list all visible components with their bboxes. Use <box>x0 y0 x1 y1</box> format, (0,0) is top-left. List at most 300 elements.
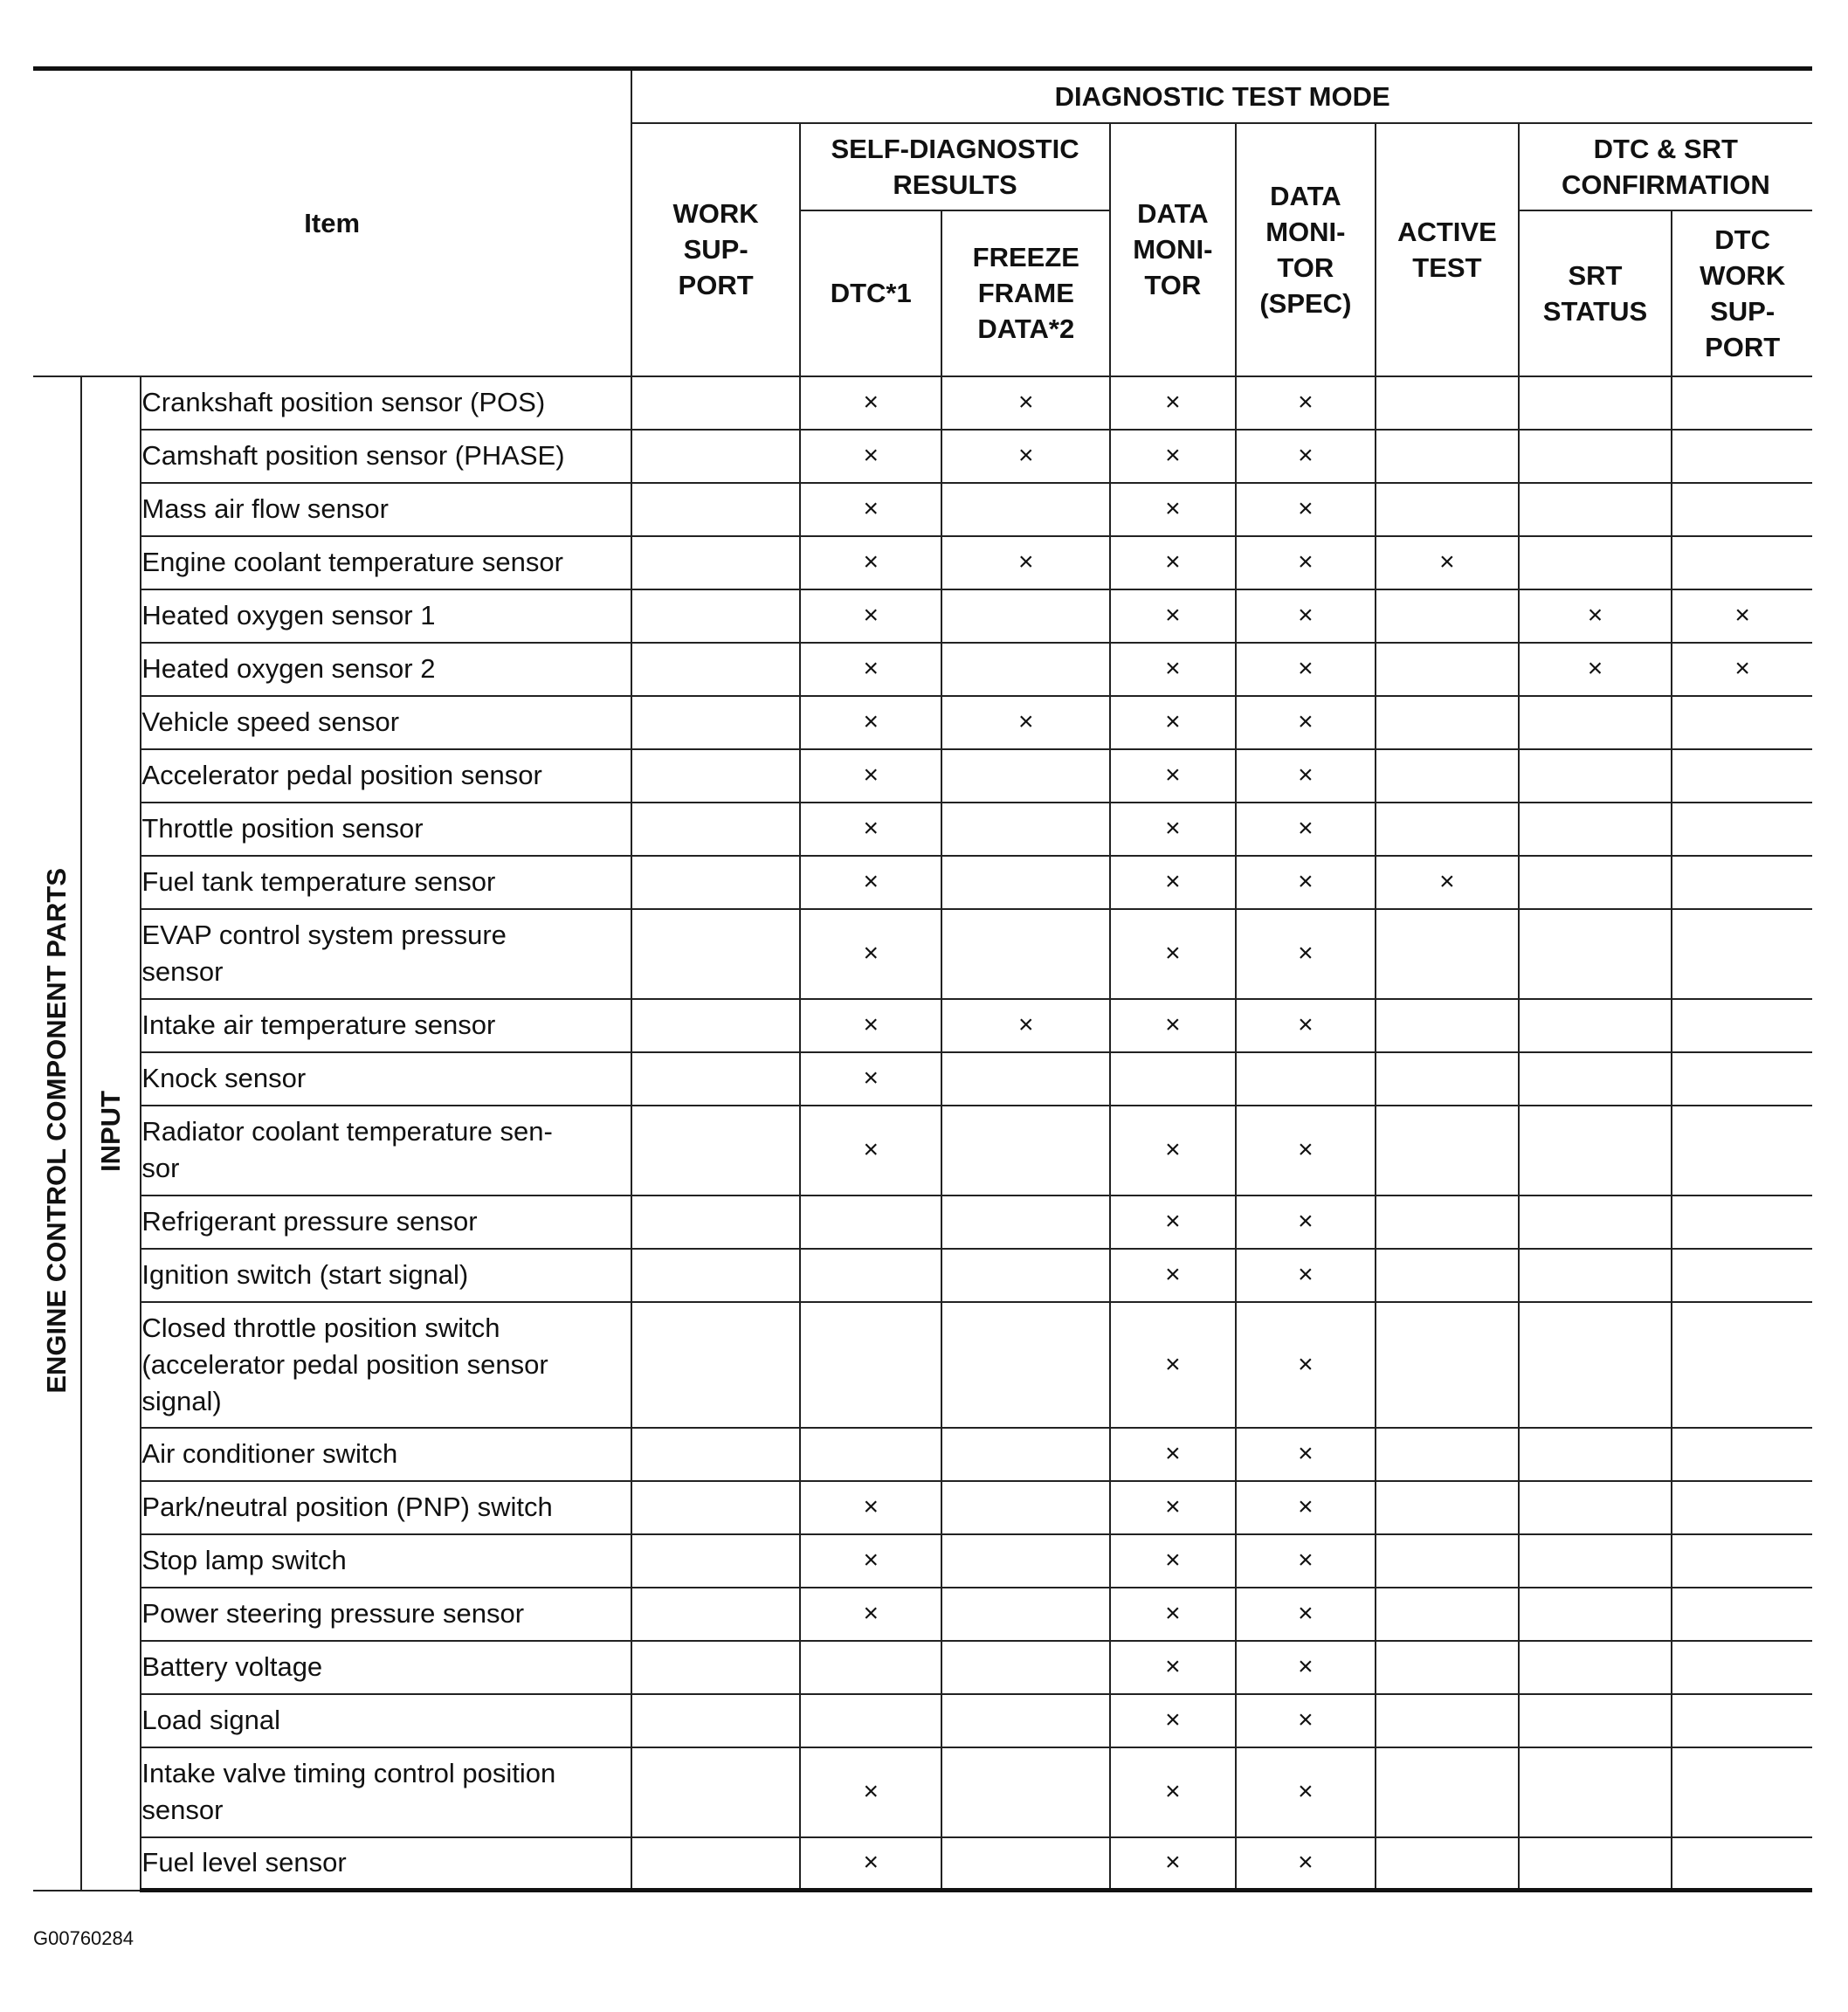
mode-cell <box>800 1302 942 1428</box>
table-row <box>33 643 1812 696</box>
applicable-mark: × <box>863 1135 879 1164</box>
mode-cell <box>1376 1747 1519 1837</box>
mode-cell <box>1672 856 1812 909</box>
mode-cell <box>1376 1302 1519 1428</box>
mode-cell <box>1110 749 1235 803</box>
applicable-mark: × <box>1298 1492 1314 1521</box>
applicable-mark: × <box>1165 1546 1181 1574</box>
mode-cell <box>1519 856 1672 909</box>
applicable-mark: × <box>1298 1652 1314 1681</box>
mode-cell <box>1519 909 1672 999</box>
mode-cell <box>631 1249 800 1302</box>
mode-cell <box>1236 376 1376 430</box>
mode-cell <box>800 856 942 909</box>
mode-cell <box>1236 803 1376 856</box>
mode-cell <box>1236 856 1376 909</box>
mode-cell <box>1672 1641 1812 1694</box>
applicable-mark: × <box>1439 867 1455 896</box>
mode-cell <box>800 430 942 483</box>
subgroup-label-cell <box>81 376 141 1891</box>
mode-cell <box>631 376 800 430</box>
applicable-mark: × <box>1165 441 1181 470</box>
item-name-cell <box>141 856 631 909</box>
item-name-line: Heated oxygen sensor 2 <box>141 653 436 684</box>
mode-cell <box>941 1428 1110 1481</box>
mode-cell <box>1672 803 1812 856</box>
mode-cell <box>1519 1195 1672 1249</box>
item-name-cell <box>141 430 631 483</box>
applicable-mark: × <box>1165 654 1181 683</box>
item-name-line: Heated oxygen sensor 1 <box>141 600 436 630</box>
table-row <box>33 536 1812 589</box>
applicable-mark: × <box>863 388 879 417</box>
mode-cell <box>1376 1106 1519 1195</box>
mode-cell <box>941 1302 1110 1428</box>
mode-cell <box>1672 1195 1812 1249</box>
diagnostic-mode-table <box>33 66 1812 1892</box>
item-name-line: Air conditioner switch <box>141 1438 398 1469</box>
mode-cell <box>631 1106 800 1195</box>
item-name-cell <box>141 1481 631 1534</box>
applicable-mark: × <box>863 1546 879 1574</box>
mode-cell <box>1236 1837 1376 1891</box>
applicable-mark: × <box>1165 867 1181 896</box>
applicable-mark: × <box>1165 1439 1181 1468</box>
applicable-mark: × <box>1298 1777 1314 1806</box>
mode-cell <box>800 999 942 1052</box>
applicable-mark: × <box>1018 707 1034 736</box>
mode-cell <box>1110 1106 1235 1195</box>
table-row <box>33 1106 1812 1195</box>
dtc-work-support-header: DTC WORK SUP- PORT <box>1672 210 1812 376</box>
mode-cell <box>800 1747 942 1837</box>
item-name-line: sensor <box>141 956 224 987</box>
dtc-header: DTC*1 <box>800 210 942 376</box>
mode-cell <box>1236 1534 1376 1588</box>
applicable-mark: × <box>1298 761 1314 789</box>
mode-cell <box>941 536 1110 589</box>
item-name-cell <box>141 1837 631 1891</box>
mode-cell <box>1672 999 1812 1052</box>
item-name-cell <box>141 1052 631 1106</box>
srt-status-header: SRT STATUS <box>1519 210 1672 376</box>
mode-cell <box>941 1052 1110 1106</box>
applicable-mark: × <box>863 654 879 683</box>
data-monitor-spec-header: DATA MONI- TOR (SPEC) <box>1236 123 1376 376</box>
mode-cell <box>1110 1694 1235 1747</box>
table-row <box>33 589 1812 643</box>
applicable-mark: × <box>863 939 879 968</box>
mode-cell <box>800 1249 942 1302</box>
mode-cell <box>1672 1747 1812 1837</box>
item-name-line: (accelerator pedal position sensor <box>141 1348 548 1380</box>
applicable-mark: × <box>863 867 879 896</box>
mode-cell <box>1376 1249 1519 1302</box>
item-name-line: Stop lamp switch <box>141 1545 347 1575</box>
mode-cell <box>1519 1641 1672 1694</box>
table-row <box>33 1428 1812 1481</box>
mode-cell <box>941 696 1110 749</box>
mode-cell <box>941 643 1110 696</box>
mode-cell <box>800 803 942 856</box>
item-name-cell <box>141 1302 631 1428</box>
applicable-mark: × <box>1165 707 1181 736</box>
applicable-mark: × <box>1165 814 1181 843</box>
mode-cell <box>1110 1052 1235 1106</box>
group-label: ENGINE CONTROL COMPONENT PARTS <box>41 868 72 1394</box>
applicable-mark: × <box>1165 1349 1181 1379</box>
mode-cell <box>941 1249 1110 1302</box>
applicable-mark: × <box>1298 1135 1314 1164</box>
item-name-line: sor <box>141 1153 180 1183</box>
table-row <box>33 1052 1812 1106</box>
data-monitor-header: DATA MONI- TOR <box>1110 123 1235 376</box>
mode-cell <box>1236 1106 1376 1195</box>
mode-cell <box>1110 483 1235 536</box>
mode-cell <box>631 803 800 856</box>
mode-cell <box>631 1534 800 1588</box>
applicable-mark: × <box>863 1777 879 1806</box>
mode-cell <box>1672 1837 1812 1891</box>
applicable-mark: × <box>1298 1705 1314 1734</box>
applicable-mark: × <box>1298 1546 1314 1574</box>
mode-cell <box>631 1052 800 1106</box>
table-row <box>33 856 1812 909</box>
table-row <box>33 749 1812 803</box>
applicable-mark: × <box>1165 939 1181 968</box>
mode-cell <box>941 1747 1110 1837</box>
mode-cell <box>631 749 800 803</box>
mode-cell <box>1376 999 1519 1052</box>
table-row <box>33 1837 1812 1891</box>
mode-cell <box>800 643 942 696</box>
mode-cell <box>1110 1588 1235 1641</box>
item-name-cell <box>141 696 631 749</box>
mode-cell <box>1236 1428 1376 1481</box>
mode-cell <box>1110 803 1235 856</box>
mode-cell <box>941 999 1110 1052</box>
applicable-mark: × <box>1439 548 1455 576</box>
item-name-cell <box>141 376 631 430</box>
mode-cell <box>800 1052 942 1106</box>
mode-cell <box>1519 1534 1672 1588</box>
applicable-mark: × <box>1734 601 1750 630</box>
item-name-line: Fuel level sensor <box>141 1847 347 1878</box>
mode-cell <box>1236 589 1376 643</box>
applicable-mark: × <box>863 1848 879 1878</box>
item-name-line: Intake air temperature sensor <box>141 1009 496 1040</box>
applicable-mark: × <box>1587 601 1603 630</box>
mode-cell <box>1519 1428 1672 1481</box>
mode-cell <box>631 696 800 749</box>
freeze-frame-data-header: FREEZE FRAME DATA*2 <box>941 210 1110 376</box>
table-row <box>33 483 1812 536</box>
mode-cell <box>800 749 942 803</box>
mode-cell <box>1376 1195 1519 1249</box>
mode-cell <box>1110 1195 1235 1249</box>
table-row <box>33 1481 1812 1534</box>
applicable-mark: × <box>1018 1010 1034 1039</box>
item-name-cell <box>141 1106 631 1195</box>
applicable-mark: × <box>1298 1349 1314 1379</box>
table-row <box>33 999 1812 1052</box>
item-name-cell <box>141 1249 631 1302</box>
mode-cell <box>941 1534 1110 1588</box>
item-name-cell <box>141 1428 631 1481</box>
mode-cell <box>1376 1588 1519 1641</box>
item-name-cell <box>141 1534 631 1588</box>
mode-cell <box>1519 589 1672 643</box>
mode-cell <box>1672 643 1812 696</box>
applicable-mark: × <box>1734 654 1750 683</box>
applicable-mark: × <box>1165 1599 1181 1628</box>
mode-cell <box>1110 999 1235 1052</box>
diagnostic-test-mode-header: DIAGNOSTIC TEST MODE <box>631 69 1812 123</box>
mode-cell <box>1519 1747 1672 1837</box>
mode-cell <box>1236 696 1376 749</box>
mode-cell <box>1376 803 1519 856</box>
mode-cell <box>941 1106 1110 1195</box>
applicable-mark: × <box>1165 1010 1181 1039</box>
item-name-cell <box>141 1641 631 1694</box>
mode-cell <box>1110 1641 1235 1694</box>
mode-cell <box>800 909 942 999</box>
item-header: Item <box>33 69 631 376</box>
item-name-cell <box>141 1694 631 1747</box>
item-name-cell <box>141 483 631 536</box>
table-row <box>33 1641 1812 1694</box>
mode-cell <box>1519 1052 1672 1106</box>
mode-cell <box>941 1837 1110 1891</box>
item-name-line: Closed throttle position switch <box>141 1312 500 1343</box>
table-row <box>33 696 1812 749</box>
mode-cell <box>1519 1302 1672 1428</box>
mode-cell <box>1110 1747 1235 1837</box>
mode-cell <box>1236 1588 1376 1641</box>
mode-cell <box>631 1641 800 1694</box>
item-name-line: Radiator coolant temperature sen- <box>141 1116 553 1147</box>
mode-cell <box>1376 376 1519 430</box>
mode-cell <box>631 536 800 589</box>
mode-cell <box>1110 1837 1235 1891</box>
mode-cell <box>1672 1534 1812 1588</box>
mode-cell <box>1236 1694 1376 1747</box>
mode-cell <box>631 1747 800 1837</box>
mode-cell <box>800 376 942 430</box>
item-name-line: Crankshaft position sensor (POS) <box>141 387 546 417</box>
mode-cell <box>631 909 800 999</box>
mode-cell <box>941 1641 1110 1694</box>
item-name-cell <box>141 1747 631 1837</box>
mode-cell <box>1519 1837 1672 1891</box>
applicable-mark: × <box>1165 1492 1181 1521</box>
item-name-line: Accelerator pedal position sensor <box>141 760 542 790</box>
applicable-mark: × <box>1165 1652 1181 1681</box>
mode-cell <box>1236 483 1376 536</box>
mode-cell <box>1672 1481 1812 1534</box>
mode-cell <box>941 856 1110 909</box>
applicable-mark: × <box>1298 1848 1314 1878</box>
mode-cell <box>1519 1106 1672 1195</box>
mode-cell <box>1376 1428 1519 1481</box>
applicable-mark: × <box>1165 548 1181 576</box>
mode-cell <box>1110 589 1235 643</box>
mode-cell <box>1672 1588 1812 1641</box>
mode-cell <box>1376 1837 1519 1891</box>
table-row <box>33 430 1812 483</box>
item-name-cell <box>141 999 631 1052</box>
applicable-mark: × <box>1298 867 1314 896</box>
item-name-cell <box>141 749 631 803</box>
mode-cell <box>941 1694 1110 1747</box>
mode-cell <box>1376 643 1519 696</box>
applicable-mark: × <box>1298 707 1314 736</box>
mode-cell <box>800 1106 942 1195</box>
mode-cell <box>1110 1302 1235 1428</box>
mode-cell <box>941 909 1110 999</box>
mode-cell <box>800 589 942 643</box>
mode-cell <box>631 1302 800 1428</box>
mode-cell <box>1376 1481 1519 1534</box>
applicable-mark: × <box>1587 654 1603 683</box>
mode-cell <box>941 483 1110 536</box>
mode-cell <box>1519 536 1672 589</box>
mode-cell <box>1376 589 1519 643</box>
table-row <box>33 1249 1812 1302</box>
mode-cell <box>631 643 800 696</box>
mode-cell <box>1110 696 1235 749</box>
mode-cell <box>1110 909 1235 999</box>
mode-cell <box>631 589 800 643</box>
mode-cell <box>1376 696 1519 749</box>
mode-cell <box>800 696 942 749</box>
mode-cell <box>631 1428 800 1481</box>
applicable-mark: × <box>1298 1207 1314 1236</box>
applicable-mark: × <box>863 1599 879 1628</box>
mode-cell <box>1376 536 1519 589</box>
table-row <box>33 1694 1812 1747</box>
mode-cell <box>800 1588 942 1641</box>
mode-cell <box>1376 856 1519 909</box>
applicable-mark: × <box>1165 1260 1181 1289</box>
applicable-mark: × <box>1165 1135 1181 1164</box>
item-name-line: signal) <box>141 1385 222 1416</box>
table-row <box>33 1534 1812 1588</box>
applicable-mark: × <box>1298 494 1314 523</box>
mode-cell <box>1236 1747 1376 1837</box>
mode-cell <box>1236 1481 1376 1534</box>
mode-cell <box>1110 536 1235 589</box>
applicable-mark: × <box>1298 601 1314 630</box>
mode-cell <box>1672 376 1812 430</box>
mode-cell <box>1672 1106 1812 1195</box>
mode-cell <box>1672 909 1812 999</box>
mode-cell <box>800 1428 942 1481</box>
mode-cell <box>631 1481 800 1534</box>
mode-cell <box>1672 749 1812 803</box>
mode-cell <box>800 483 942 536</box>
item-name-cell <box>141 536 631 589</box>
applicable-mark: × <box>863 441 879 470</box>
applicable-mark: × <box>1298 939 1314 968</box>
mode-cell <box>800 1481 942 1534</box>
mode-cell <box>1376 1052 1519 1106</box>
mode-cell <box>1672 1694 1812 1747</box>
mode-cell <box>1236 1641 1376 1694</box>
mode-cell <box>800 1694 942 1747</box>
work-support-header: WORK SUP- PORT <box>631 123 800 376</box>
mode-cell <box>631 999 800 1052</box>
mode-cell <box>1110 856 1235 909</box>
item-name-line: Intake valve timing control position <box>141 1758 556 1788</box>
applicable-mark: × <box>1165 1207 1181 1236</box>
item-name-line: Load signal <box>141 1705 280 1735</box>
mode-cell <box>1376 1641 1519 1694</box>
mode-cell <box>1519 749 1672 803</box>
mode-cell <box>1376 1534 1519 1588</box>
applicable-mark: × <box>1018 441 1034 470</box>
mode-cell <box>1519 999 1672 1052</box>
mode-cell <box>1376 430 1519 483</box>
item-name-line: Ignition switch (start signal) <box>141 1259 469 1290</box>
mode-cell <box>1519 1481 1672 1534</box>
item-name-line: Knock sensor <box>141 1063 307 1093</box>
item-name-cell <box>141 1588 631 1641</box>
table-body <box>33 376 1812 1891</box>
applicable-mark: × <box>1298 1599 1314 1628</box>
mode-cell <box>941 589 1110 643</box>
item-name-cell <box>141 803 631 856</box>
table-row <box>33 1747 1812 1837</box>
mode-cell <box>1519 643 1672 696</box>
mode-cell <box>1110 643 1235 696</box>
table-row <box>33 909 1812 999</box>
mode-cell <box>1672 696 1812 749</box>
mode-cell <box>1519 1249 1672 1302</box>
mode-cell <box>800 1641 942 1694</box>
table-row <box>33 1195 1812 1249</box>
item-name-cell <box>141 1195 631 1249</box>
mode-cell <box>1236 999 1376 1052</box>
mode-cell <box>1519 803 1672 856</box>
applicable-mark: × <box>863 1010 879 1039</box>
item-name-line: EVAP control system pressure <box>141 920 507 950</box>
mode-cell <box>1519 483 1672 536</box>
mode-cell <box>1672 536 1812 589</box>
self-diagnostic-results-header: SELF-DIAGNOSTIC RESULTS <box>800 123 1110 210</box>
item-name-cell <box>141 643 631 696</box>
applicable-mark: × <box>1018 388 1034 417</box>
mode-cell <box>1519 696 1672 749</box>
mode-cell <box>800 1837 942 1891</box>
item-name-line: Engine coolant temperature sensor <box>141 547 563 577</box>
applicable-mark: × <box>863 814 879 843</box>
table-row <box>33 803 1812 856</box>
applicable-mark: × <box>1018 548 1034 576</box>
mode-cell <box>1672 1428 1812 1481</box>
mode-cell <box>631 483 800 536</box>
mode-cell <box>1672 1302 1812 1428</box>
mode-cell <box>631 1195 800 1249</box>
mode-cell <box>800 536 942 589</box>
mode-cell <box>1376 749 1519 803</box>
mode-cell <box>941 1588 1110 1641</box>
applicable-mark: × <box>1298 1260 1314 1289</box>
applicable-mark: × <box>1165 761 1181 789</box>
figure-id: G00760284 <box>33 1927 134 1949</box>
mode-cell <box>1672 430 1812 483</box>
applicable-mark: × <box>863 1492 879 1521</box>
